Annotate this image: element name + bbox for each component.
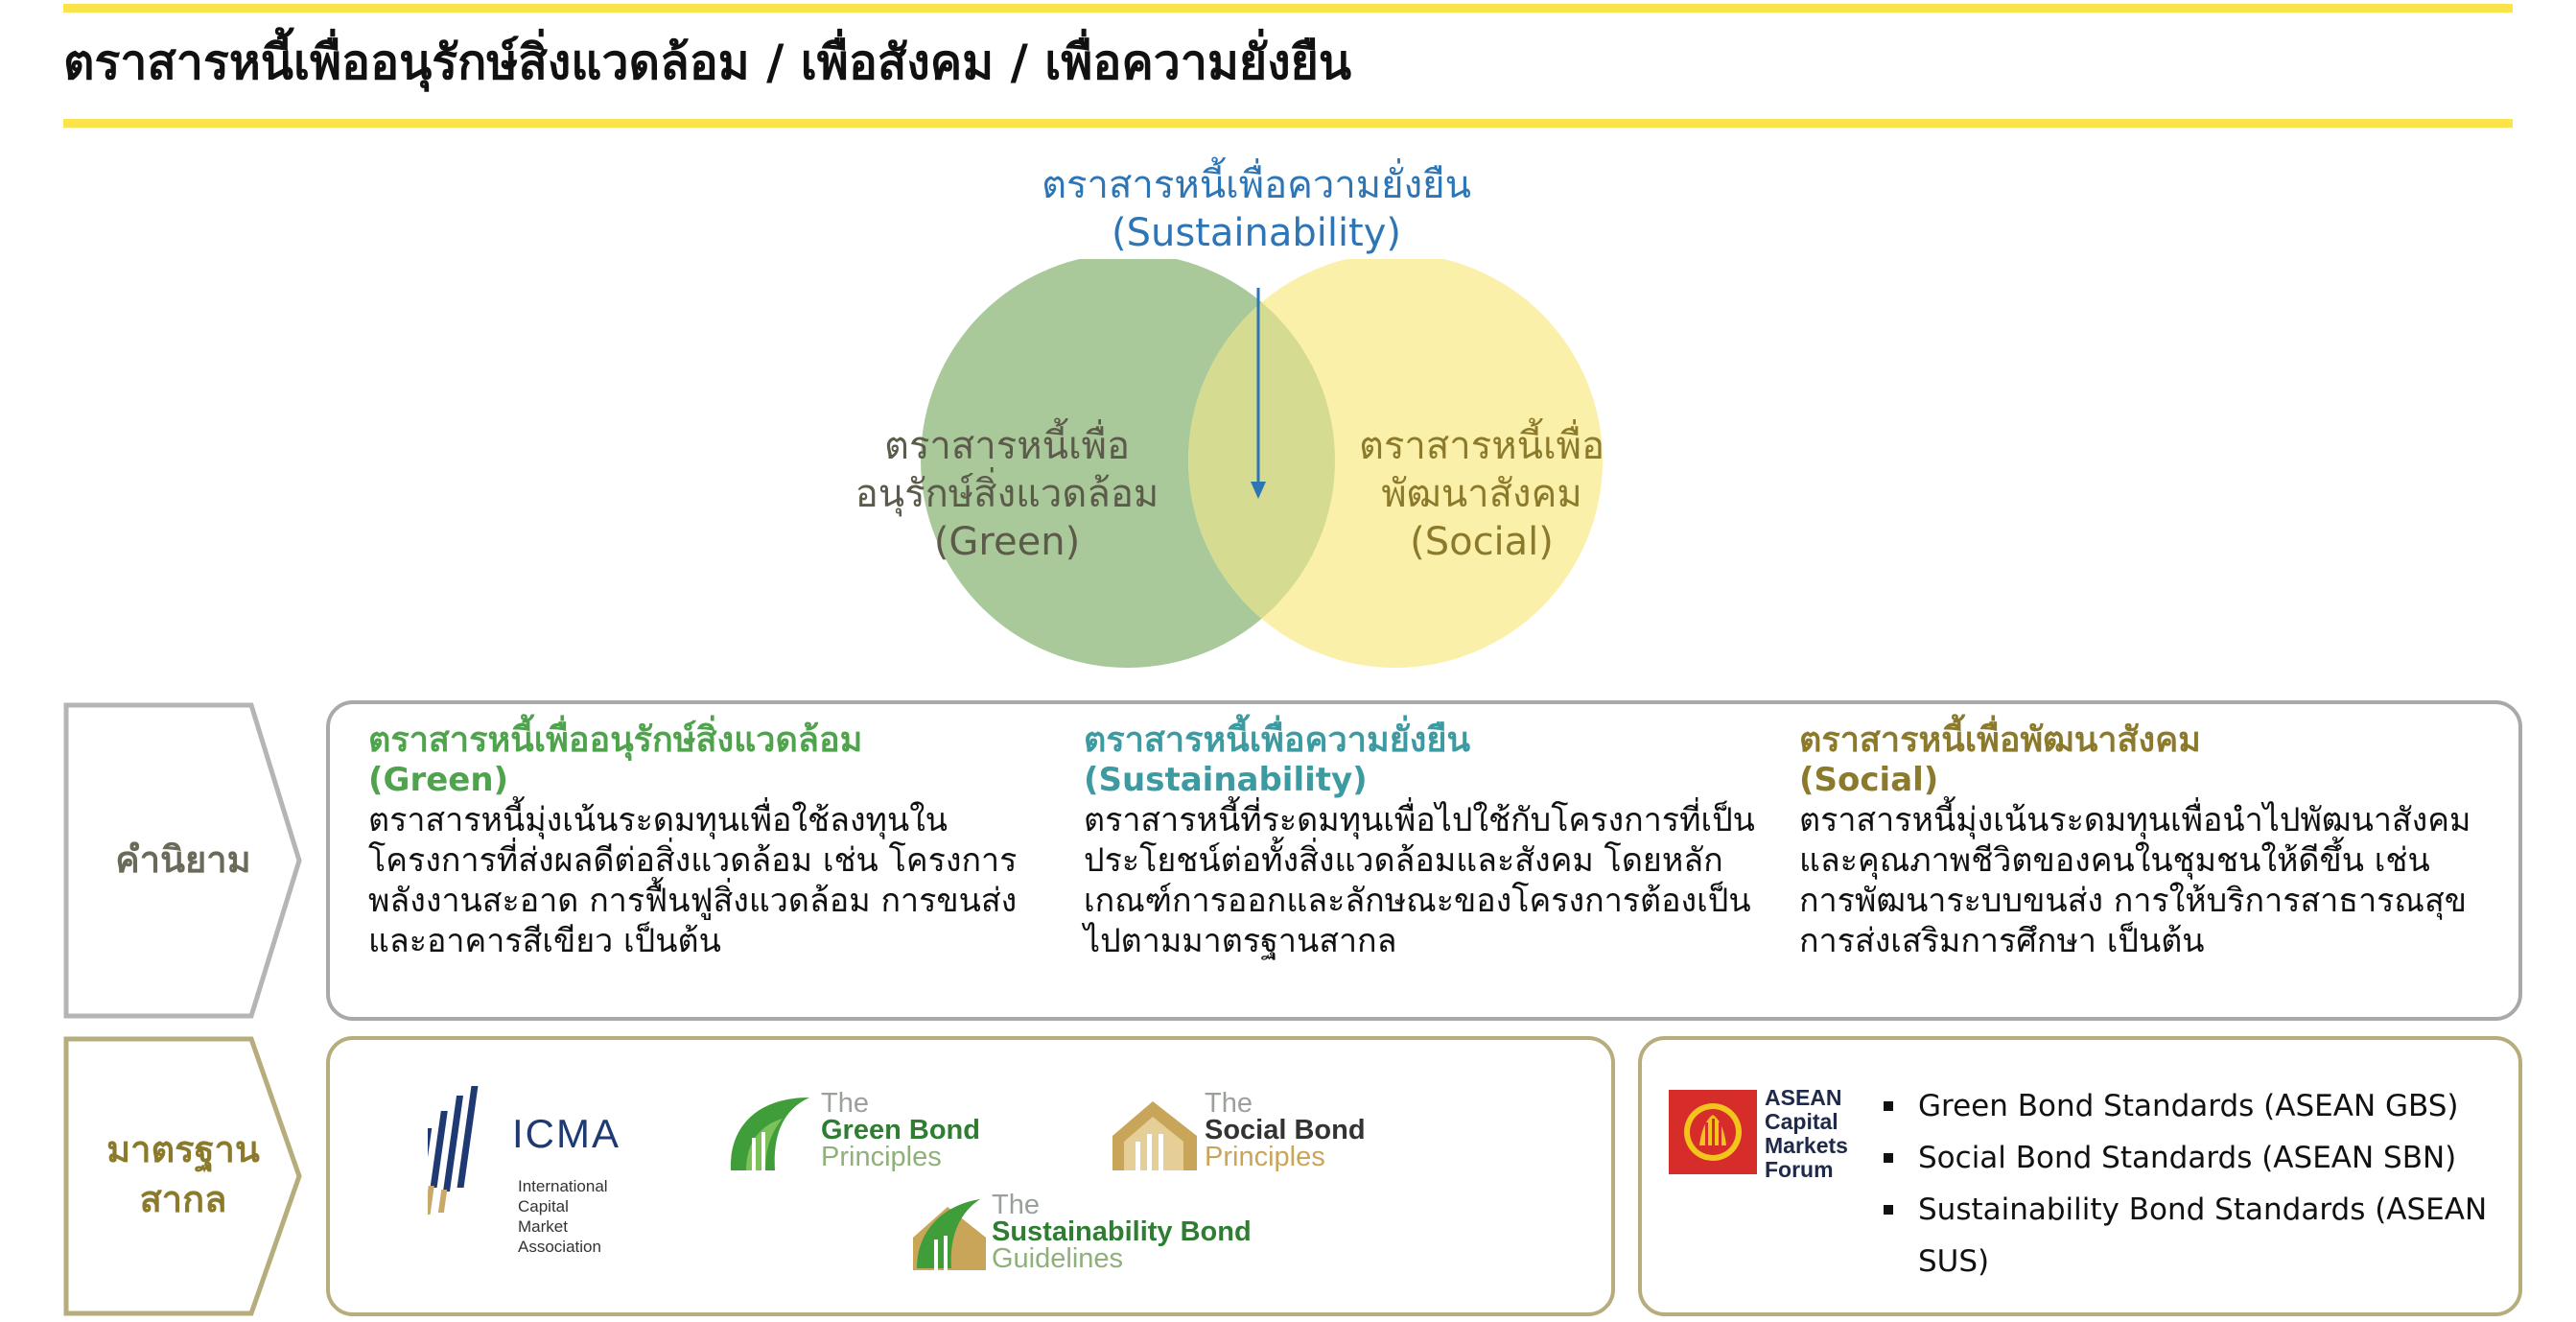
social-body: ตราสารหนี้มุ่งเน้นระดมทุนเพื่อนำไปพัฒนาสังคมและคุณภาพชีวิตของคนในชุมชนให้ดีขึ้น เช่น การพัฒนาระบบขนส่ง การให้บริการสาธารณสุข การส่งเสริมการศึกษา เป็นต้น	[1799, 801, 2471, 960]
acmf-line4: Forum	[1765, 1157, 1834, 1182]
sbg-line2: Sustainability Bond	[992, 1216, 1252, 1247]
venn-left-line2: อนุรักษ์สิ่งแวดล้อม	[855, 472, 1159, 516]
sbp-line2: Social Bond	[1205, 1115, 1366, 1145]
social-title: ตราสารหนี้เพื่อพัฒนาสังคม	[1799, 720, 2201, 760]
asean-standards-list	[1880, 1080, 2513, 1287]
venn-top-label	[959, 161, 1554, 257]
social-bond-house-icon	[1109, 1094, 1201, 1174]
gbp-line2: Green Bond	[821, 1115, 980, 1145]
icma-line4: Association	[518, 1238, 601, 1256]
definition-col-green	[368, 721, 1059, 961]
sbg-line1: The	[992, 1190, 1040, 1220]
gbp-line3: Principles	[821, 1142, 942, 1172]
sbg-line3: Guidelines	[992, 1243, 1124, 1274]
icma-logo-icon	[428, 1082, 504, 1216]
acmf-line2: Capital	[1765, 1109, 1838, 1134]
sustainability-body: ตราสารหนี้ที่ระดมทุนเพื่อไปใช้กับโครงการที่เป็นประโยชน์ต่อทั้งสิ่งแวดล้อมและสังคม โดยหลักเกณฑ์การออกและลักษณะของโครงการต้องเป็นไปตามมาตรฐานสากล	[1084, 801, 1755, 960]
venn-left-line3: (Green)	[933, 520, 1081, 564]
definition-label: คำนิยาม	[115, 838, 251, 881]
sbp-text	[1205, 1090, 1366, 1170]
page-title: ตราสารหนี้เพื่ออนุรักษ์สิ่งแวดล้อม / เพื่อสังคม / เพื่อความยั่งยืน	[63, 35, 1352, 90]
standards-side-label	[63, 1036, 303, 1316]
green-subtitle: (Green)	[368, 761, 509, 799]
icma-fullname	[518, 1176, 608, 1257]
title-underline	[63, 119, 2513, 128]
standards-label	[63, 1124, 303, 1224]
venn-left-label	[825, 422, 1189, 566]
gbp-line1: The	[821, 1088, 869, 1119]
sbp-line3: Principles	[1205, 1142, 1325, 1172]
acmf-text	[1765, 1086, 1848, 1182]
acmf-logo-icon	[1669, 1090, 1757, 1174]
standards-label-line1: มาตรฐาน	[106, 1128, 260, 1170]
list-item: Social Bond Standards (ASEAN SBN)	[1880, 1132, 2513, 1184]
icma-line3: Market	[518, 1217, 568, 1236]
acmf-line3: Markets	[1765, 1133, 1848, 1158]
list-item: Green Bond Standards (ASEAN GBS)	[1880, 1080, 2513, 1132]
green-title: ตราสารหนี้เพื่ออนุรักษ์สิ่งแวดล้อม	[368, 720, 863, 760]
standards-label-line2: สากล	[139, 1178, 227, 1220]
social-subtitle: (Social)	[1799, 761, 1939, 799]
venn-right-label	[1323, 422, 1640, 566]
definition-side-label	[63, 702, 303, 1019]
venn-right-line1: ตราสารหนี้เพื่อ	[1358, 424, 1605, 468]
venn-left-line1: ตราสารหนี้เพื่อ	[883, 424, 1131, 468]
acmf-line1: ASEAN	[1765, 1085, 1842, 1110]
sustainability-bond-icon	[909, 1193, 992, 1272]
definition-col-sustainability	[1084, 721, 1774, 961]
green-body: ตราสารหนี้มุ่งเน้นระดมทุนเพื่อใช้ลงทุนในโครงการที่ส่งผลดีต่อสิ่งแวดล้อม เช่น โครงการพลังงานสะอาด การฟื้นฟูสิ่งแวดล้อม การขนส่ง และอาคารสีเขียว เป็นต้น	[368, 801, 1018, 960]
venn-right-line2: พัฒนาสังคม	[1381, 472, 1582, 516]
top-rule	[63, 4, 2513, 12]
definition-col-social	[1799, 721, 2490, 961]
green-bond-leaf-icon	[725, 1094, 817, 1174]
venn-right-line3: (Social)	[1410, 520, 1554, 564]
sustainability-title: ตราสารหนี้เพื่อความยั่งยืน	[1084, 720, 1471, 760]
gbp-text	[821, 1090, 980, 1170]
sbg-text	[992, 1192, 1252, 1272]
sustainability-subtitle: (Sustainability)	[1084, 761, 1368, 799]
icma-line2: Capital	[518, 1197, 569, 1216]
venn-top-label-en: (Sustainability)	[1111, 211, 1402, 255]
sbp-line1: The	[1205, 1088, 1253, 1119]
list-item: Sustainability Bond Standards (ASEAN SUS)	[1880, 1184, 2513, 1287]
icma-line1: International	[518, 1177, 608, 1195]
venn-top-label-th: ตราสารหนี้เพื่อความยั่งยืน	[1042, 163, 1471, 207]
icma-name: ICMA	[512, 1111, 621, 1156]
